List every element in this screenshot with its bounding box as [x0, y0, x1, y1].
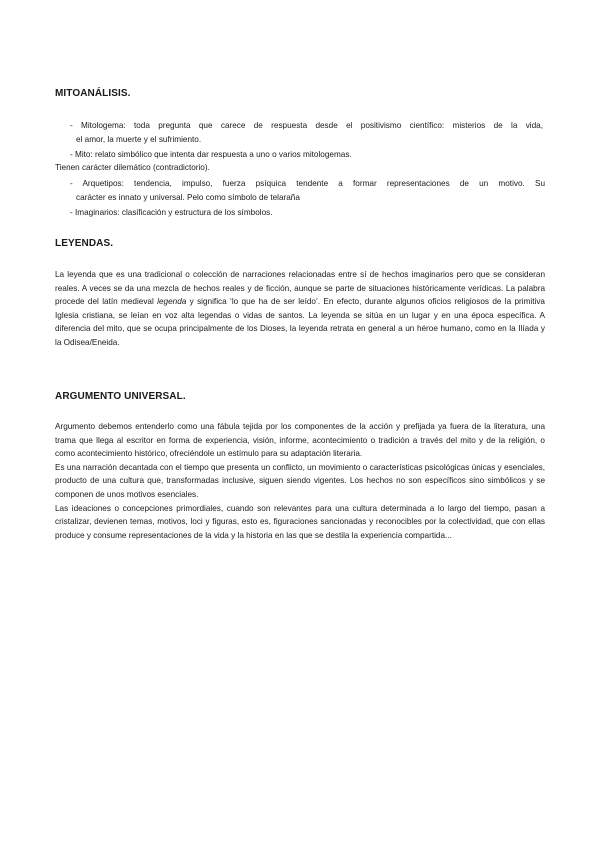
arquetipos-line-2: carácter es innato y universal. Pelo como símbolo de telaraña — [76, 193, 300, 202]
imaginarios-item: - Imaginarios: clasificación y estructura de los símbolos. — [70, 208, 273, 217]
argumento-paragraph-1: Argumento debemos entenderlo como una fábula tejida por los componentes de la acción y prefijada ya fuera de la literatura, una trama que llega al escritor en forma de experiencia, visión, informe, acontecimiento o tradición a través del mito y de la religión, o como acontecimiento histórico, ofreciéndole un estímulo para su adaptación literaria. — [55, 422, 545, 459]
heading-leyendas: LEYENDAS. — [55, 238, 114, 249]
caracter-note: Tienen carácter dilemático (contradictorio). — [55, 163, 210, 172]
argumento-paragraph-2: Es una narración decantada con el tiempo que presenta un conflicto, un movimiento o características psicológicas únicas y esenciales, producto de una cultura que, transformadas inclusive, siguen siendo vigentes. Los hechos no son específicos sino simbólicos y se componen de unos motivos esenciales. — [55, 462, 545, 499]
leyendas-text: La leyenda que es una tradicional o colección de narraciones relacionadas entre sí de hechos imaginarios pero que se consideran reales. A veces se da una mezcla de hechos reales y de ficción, aunque se parte de situaciones históricamente verídicas. La palabra procede del latín medieval — [55, 270, 545, 307]
leyendas-legenda-word: legenda — [157, 297, 187, 307]
arquetipos-line-1: - Arquetipos: tendencia, impulso, fuerza psíquica tendente a formar representaciones de un motivo. Su — [70, 179, 545, 188]
mitologema-line-1: - Mitologema: toda pregunta que carece de respuesta desde el positivismo científico: misterios de la vida, — [70, 121, 543, 130]
heading-mitoanalisis: MITOANÁLISIS. — [55, 88, 131, 99]
heading-argumento-universal: ARGUMENTO UNIVERSAL. — [55, 391, 186, 402]
mito-item: - Mito: relato simbólico que intenta dar respuesta a uno o varios mitologemas. — [70, 150, 352, 159]
mitologema-line-2: el amor, la muerte y el sufrimiento. — [76, 135, 202, 144]
argumento-paragraphs — [55, 420, 545, 542]
leyendas-text-rest: y significa ‘lo que ha de ser leído’. En efecto, durante algunos oficios religiosos de la primitiva Iglesia cristiana, se leían en voz alta legendas o vidas de santos. La leyenda se sitúa en un lugar y en una época específica. A diferencia del mito, que se ocupa principalmente de los Dioses, la leyenda retrata en general a un héroe humano, como en la Ilíada y la Odisea/Eneida. — [55, 297, 545, 347]
argumento-paragraph-3: Las ideaciones o concepciones primordiales, cuando son relevantes para una cultura determinada a lo largo del tiempo, pasan a cristalizar, devienen temas, motivos, loci y figuras, esto es, figuraciones sancionadas y reconocibles por la colectividad, que con ellas produce y consume representaciones de la vida y la historia en las que se destila la experiencia compartida... — [55, 503, 545, 540]
leyendas-paragraph — [55, 268, 545, 350]
